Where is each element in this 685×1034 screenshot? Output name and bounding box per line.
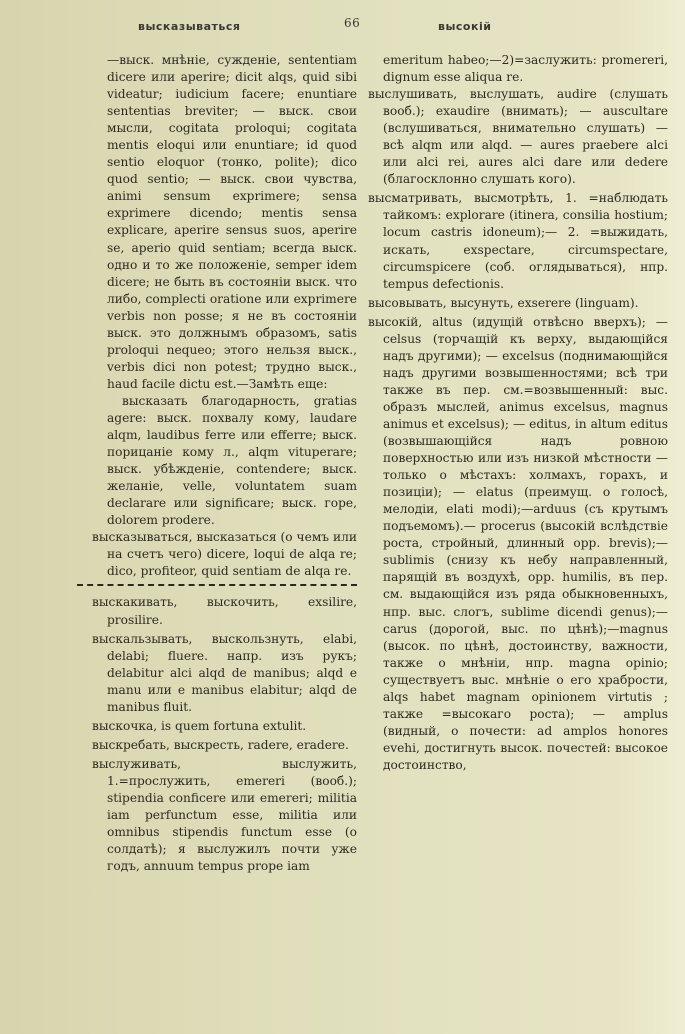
dictionary-entry: выслушивать, выслушать, audire (слушать вооб.); exaudire (внимать); — auscultare (вслушиваться, внимательно слушать) — всѣ alqm или alqd. — aures praebere alci или alci rei, aures alci dare или dedere (благосклонно слушать кого). [368,87,668,187]
dictionary-entry: выскакивать, выскочить, exsilire, prosilire. [92,595,357,627]
dictionary-entry: выслуживать, выслужить, 1.=прослужить, emereri (вооб.); stipendia conficere или emereri; militia iam perfunctum esse, militia или omnibus stipendis functum esse (о солдатѣ); я выслужилъ почти уже годъ, annuum tempus prope iam [92,756,357,874]
entry-continuation: —выск. мнѣніе, сужденіе, sententiam dicere или aperire; dicit alqs, quid sibi videatur; iudicium facere; enuntiare sententias breviter; — выск. свои мысли, cogitata proloqui; cogitata mentis eloqui или enuntiare; id quod sentio eloquor (тонко, polite); dico quod sentio; — выск. свои чувства, animi sensum exprimere; sensa exprimere dicendo; mentis sensa explicare, aperire sensus suos, aperire se, aperio quid sentiam; всегда выск. одно и то же положеніе, semper idem dicere; не быть въ состояніи выск. что либо, complecti oratione или exprimere verbis non posse; я не въ состояніи выск. это должнымъ образомъ, satis proloqui nequeo; этого нельзя выск., verbis dici non potest; трудно выск., haud facile dictu est.—Замѣть еще: [107,53,357,391]
dictionary-entry: выскочка, is quem fortuna extulit. [92,718,307,733]
entry-note-paragraph: высказать благодарность, gratias agere: выск. похвалу кому, laudare alqm, laudibus ferre или efferre; выск. порицаніе кому л., alqm vituperare; выск. убѣжденіе, contendere; выск. желаніе, velle, voluntatem suam declarare или significare; выск. горе, dolorem prodere. [107,393,357,528]
dictionary-entry: высокій, altus (идущій отвѣсно вверхъ); — celsus (торчащій къ верху, выдающійся надъ другими); — excelsus (поднимающійся надъ другими возвышенностями; всѣ три также въ пер. см.=возвышенный: выс. образъ мыслей, animus excelsus, magnus animus et excelsus); — editus, in altum editus (возвышающійся надъ ровною поверхностью или изъ низкой мѣстности — только о мѣстахъ: холмахъ, горахъ, и позиціи); — elatus (преимущ. о голосѣ, мелодіи, elati modi);—arduus (съ крутымъ подъемомъ).— procerus (высокій вслѣдствіе роста, стройный, длинный opp. brevis);—sublimis (снизу къ небу направленный, парящій въ воздухѣ, opp. humilis, въ пер. см. выдающійся изъ ряда обыкновенныхъ, нпр. выс. слогъ, sublime dicendi genus);—carus (дорогой, выс. по цѣнѣ);—magnus (высок. по цѣнѣ, достоинству, важности, также о мнѣніи, нпр. magna opinio; существуетъ выс. мнѣніе о его храбрости, alqs habet magnam opinionem virtutis ; также =высокаго роста); — amplus (видный, о почести: ad amplos honores evehi, достигнуть высок. почестей: высокое достоинство, [368,314,668,772]
section-divider [77,584,357,589]
dictionary-entry: выскальзывать, выскользнуть, elabi, delabi; fluere. напр. изъ рукъ; delabitur alci alqd de manibus; alqd e manu или e manibus elabitur; alqd de manibus fluit. [92,631,357,714]
header-guide-word-right: высокій [438,20,492,33]
entry-continuation: emeritum habeo;—2)=заслужить: promereri, dignum esse aliqua re. [383,53,668,85]
dictionary-entry: выскребать, выскресть, radere, eradere. [92,737,349,752]
dictionary-entry: высматривать, высмотрѣть, 1. =наблюдать тайкомъ: explorare (itinera, consilia hostium; locum castris idoneum);— 2. =выжидать, искать, exspectare, circumspectare, circumspicere (соб. оглядываться), нпр. tempus defectionis. [368,191,668,291]
page-number: 66 [344,16,361,30]
header-guide-word-left: высказываться [138,20,241,33]
dictionary-entry: высовывать, высунуть, exserere (linguam). [368,295,639,310]
running-header [0,16,685,40]
right-column [368,52,668,776]
dictionary-entry: высказываться, высказаться (о чемъ или на счетъ чего) dicere, loqui de alqa re; dico, profiteor, quid sentiam de alqa re. [92,530,357,579]
left-column [92,52,357,877]
